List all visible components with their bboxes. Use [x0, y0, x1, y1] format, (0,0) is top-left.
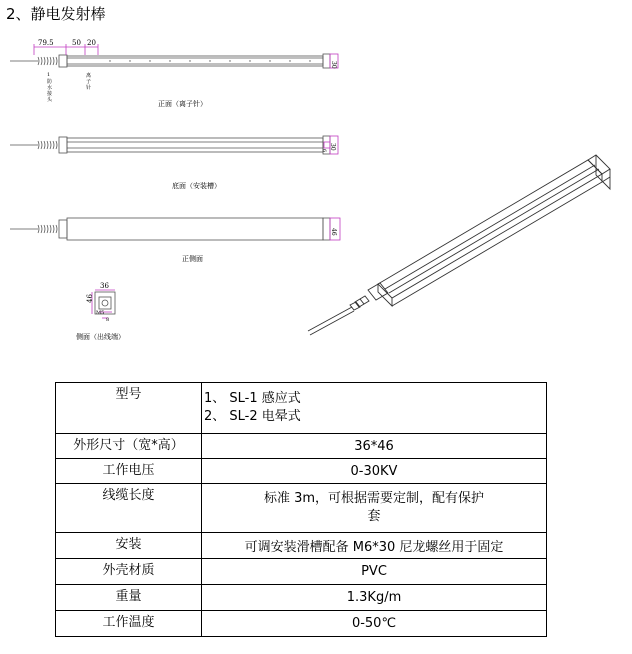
- dim-m5: M5: [96, 310, 105, 316]
- table-row-temperature: [56, 611, 547, 637]
- row-label-size: 外形尺寸（宽*高）: [56, 434, 202, 459]
- front-view-caption: 正面（离子针）: [158, 100, 207, 108]
- section-heading: 2、静电发射棒: [6, 5, 106, 23]
- model-option-2: 2、 SL-2 电晕式: [204, 409, 301, 424]
- cable-value-line-1: 标准 3m，可根据需要定制，配有保护: [263, 491, 485, 506]
- row-label-weight: 重量: [56, 585, 202, 611]
- dim-46-side: 46: [86, 294, 94, 303]
- table-row-install: [56, 533, 547, 559]
- row-value-material: PVC: [202, 559, 547, 585]
- dim-50: 50: [72, 39, 81, 47]
- perspective-drawing: [308, 155, 610, 335]
- dim-6: 6: [321, 149, 327, 153]
- dim-8: 8: [106, 317, 110, 323]
- row-label-voltage: 工作电压: [56, 459, 202, 484]
- side-view-caption: 侧面（出线端）: [76, 333, 125, 341]
- model-values: [202, 383, 547, 434]
- row-label-temperature: 工作温度: [56, 611, 202, 637]
- table-row-voltage: [56, 459, 547, 484]
- dim-79-5: 79.5: [38, 39, 54, 47]
- cable-note-1: 1: [47, 72, 51, 78]
- table-row-model: [56, 383, 547, 434]
- row-value-weight: 1.3Kg/m: [202, 585, 547, 611]
- table-row-cable: [56, 484, 547, 533]
- cable-note-5: 头: [47, 97, 53, 103]
- dim-46-front-side: 46: [330, 228, 337, 236]
- row-value-size: 36*46: [202, 434, 547, 459]
- cable-note-2: 防: [47, 79, 53, 85]
- front-view-drawing: [10, 44, 338, 68]
- needle-note-1: 离: [86, 73, 92, 79]
- needle-dots: [109, 60, 310, 61]
- row-label-install: 安装: [56, 533, 202, 559]
- front-side-view-drawing: [10, 218, 340, 240]
- model-option-1: 1、 SL-1 感应式: [204, 391, 301, 406]
- row-label-model: 型号: [56, 383, 202, 434]
- row-label-material: 外壳材质: [56, 559, 202, 585]
- bottom-view-drawing: [10, 136, 338, 154]
- row-value-voltage: 0-30KV: [202, 459, 547, 484]
- row-label-cable: 线缆长度: [56, 484, 202, 533]
- dim-30-front: 30: [330, 61, 337, 69]
- cable-note-3: 水: [47, 85, 53, 91]
- table-row-weight: [56, 585, 547, 611]
- needle-note-2: 子: [86, 79, 92, 85]
- table-row-material: [56, 559, 547, 585]
- table-row-size: [56, 434, 547, 459]
- needle-note-3: 针: [86, 85, 92, 91]
- cable-note-4: 接: [47, 91, 53, 97]
- dim-30-bottom: 30: [329, 143, 336, 151]
- bottom-view-caption: 底面（安装槽）: [172, 182, 221, 190]
- cable-value-line-2: 套: [367, 509, 381, 524]
- row-value-install: 可调安装滑槽配备 M6*30 尼龙螺丝用于固定: [202, 533, 547, 559]
- front-side-view-caption: 正侧面: [182, 255, 203, 263]
- spec-table: [55, 382, 547, 637]
- dim-36: 36: [100, 282, 109, 290]
- dim-20: 20: [87, 39, 96, 47]
- row-value-temperature: 0-50℃: [202, 611, 547, 637]
- cable-values: [202, 484, 547, 533]
